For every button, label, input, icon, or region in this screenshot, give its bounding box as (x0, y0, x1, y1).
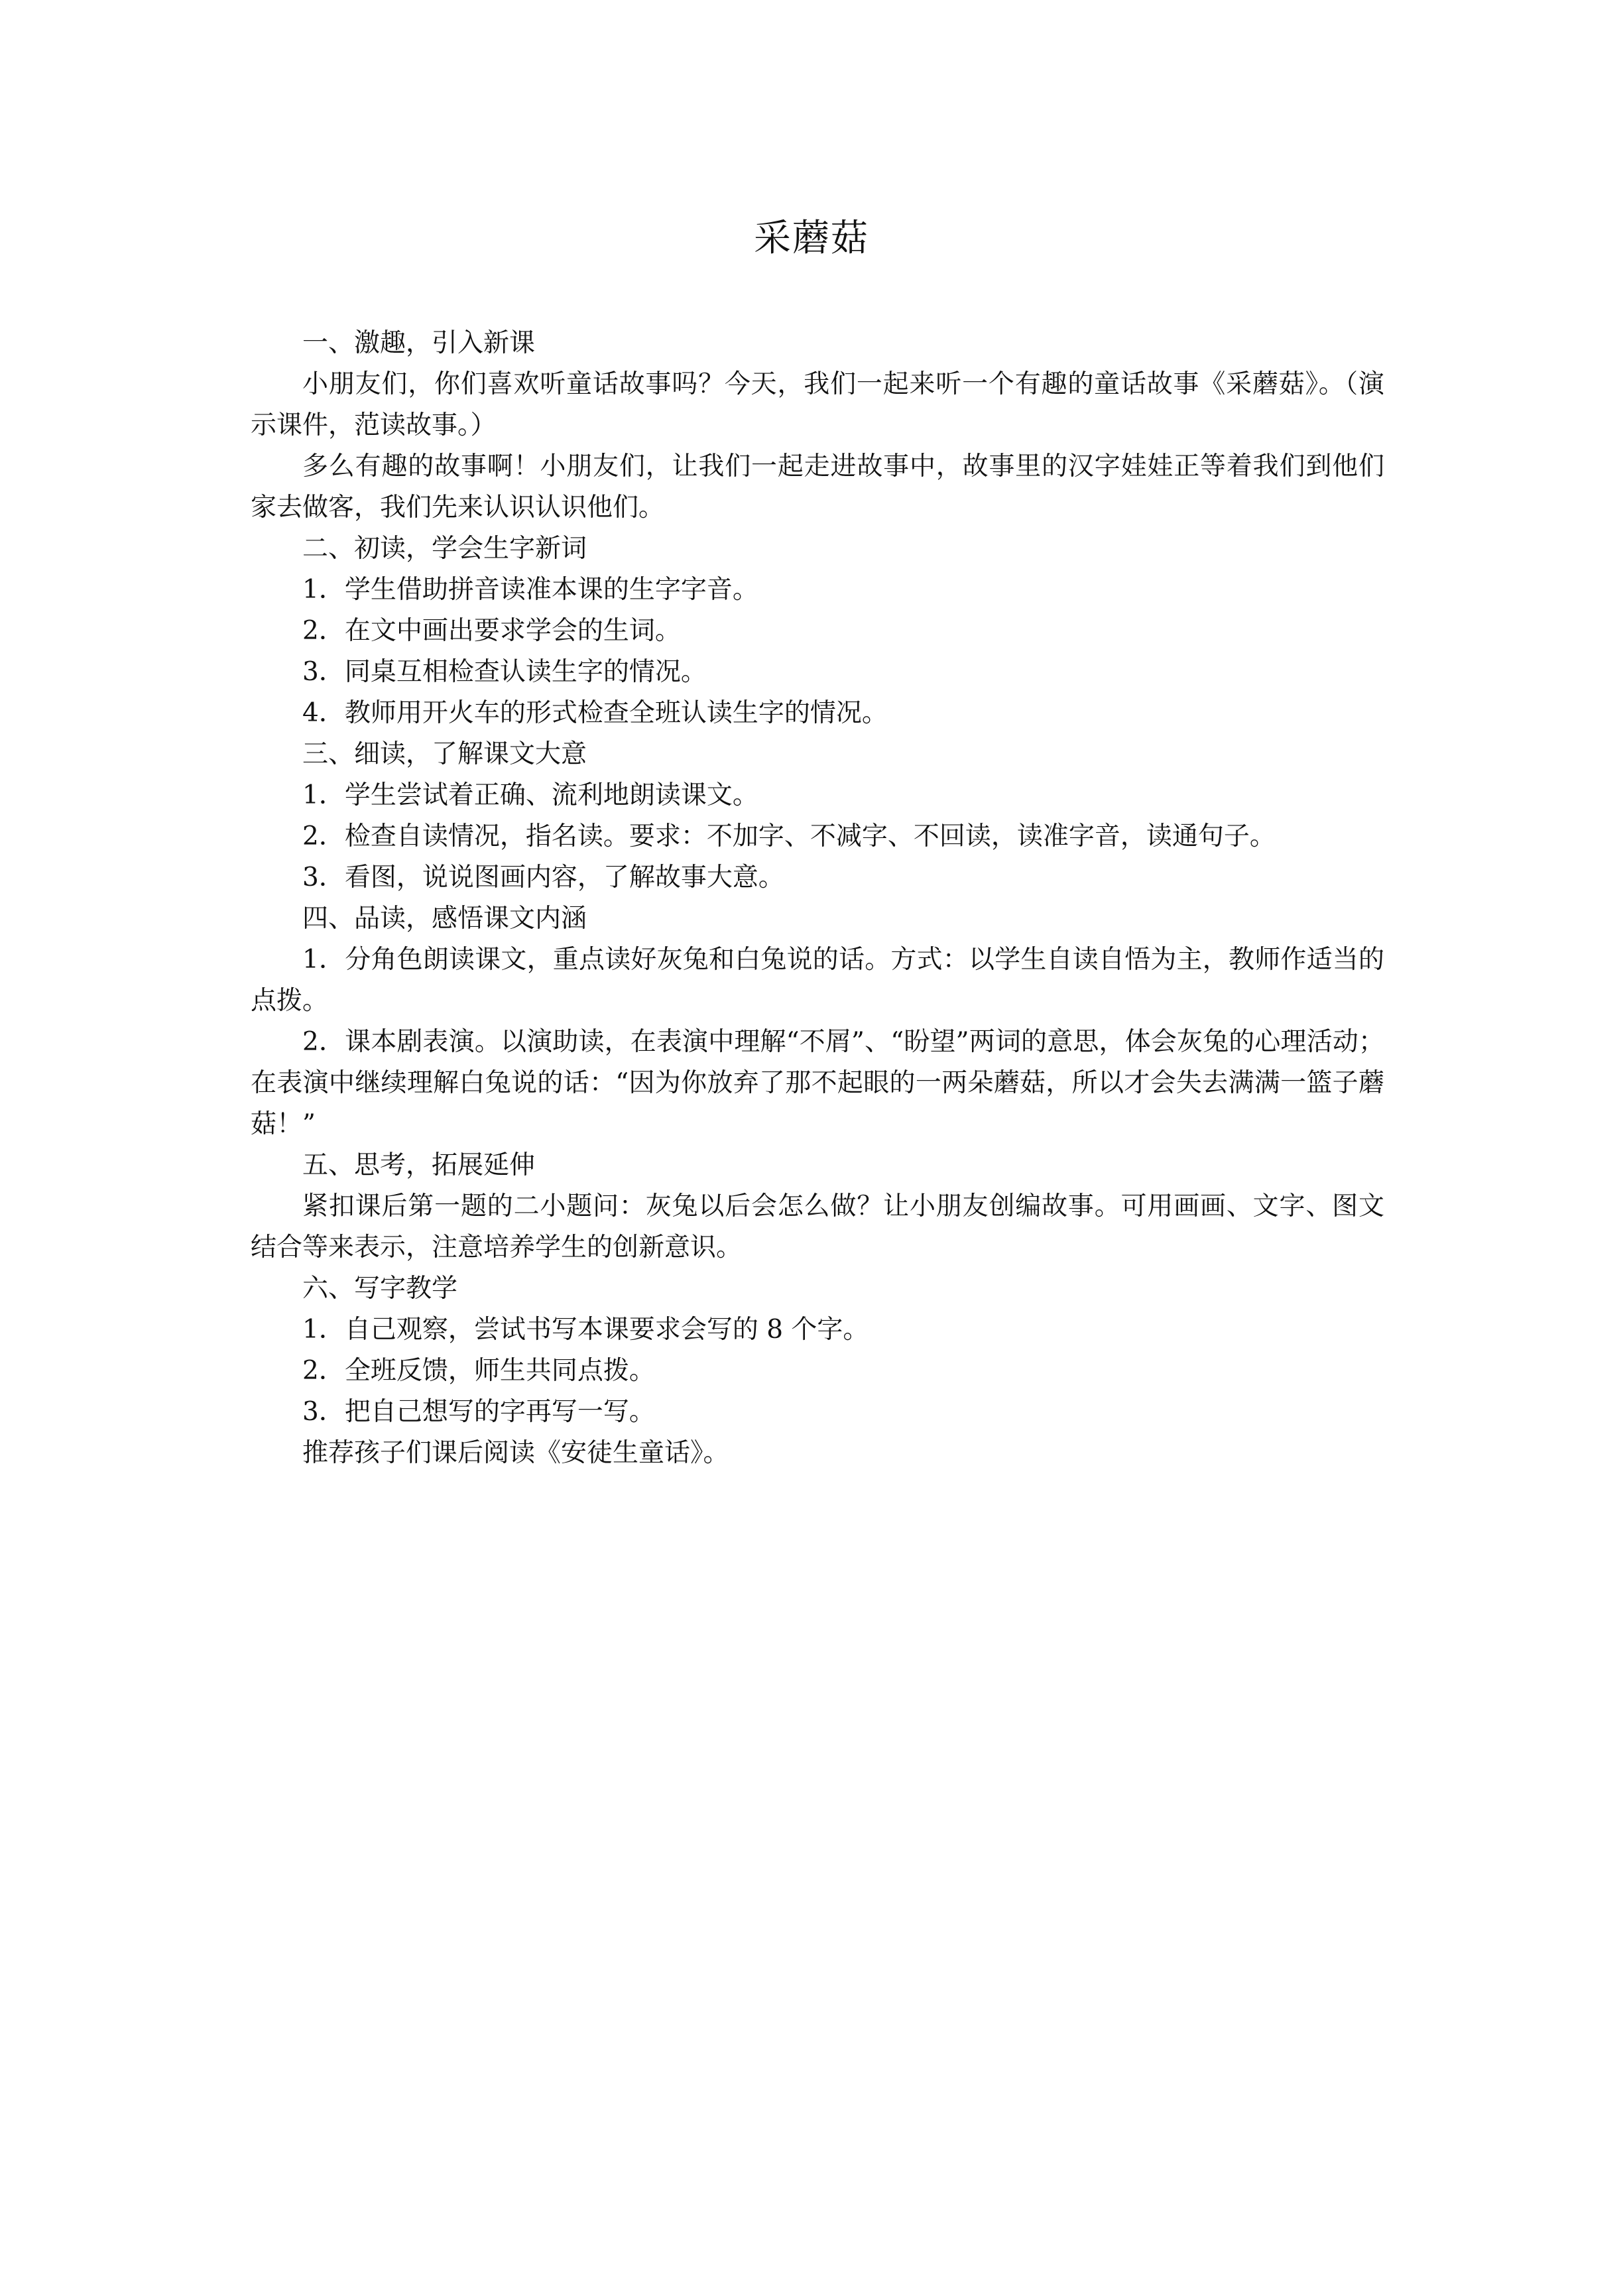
list-item: 2．检查自读情况，指名读。要求：不加字、不减字、不回读，读准字音，读通句子。 (302, 821, 1276, 851)
document-body (251, 323, 1384, 1474)
list-item: 1．分角色朗读课文，重点读好灰兔和白兔说的话。方式：以学生自读自悟为主，教师作适当的点拨。 (251, 945, 1384, 1016)
list-item: 1．自己观察，尝试书写本课要求会写的 8 个字。 (302, 1315, 869, 1345)
list-item: 2．全班反馈，师生共同点拨。 (302, 1356, 655, 1386)
paragraph: 紧扣课后第一题的二小题问：灰兔以后会怎么做？让小朋友创编故事。可用画画、文字、图文结合等来表示，注意培养学生的创新意识。 (251, 1191, 1384, 1262)
section-heading-4: 四、品读，感悟课文内涵 (302, 904, 587, 934)
section-heading-1: 一、激趣，引入新课 (302, 328, 536, 358)
list-item: 3．同桌互相检查认读生字的情况。 (302, 657, 707, 687)
section-heading-6: 六、写字教学 (302, 1274, 458, 1303)
list-item: 1．学生尝试着正确、流利地朗读课文。 (302, 780, 758, 810)
section-heading-2: 二、初读，学会生字新词 (302, 534, 587, 564)
list-item: 3．把自己想写的字再写一写。 (302, 1397, 655, 1427)
list-item: 2．在文中画出要求学会的生词。 (302, 616, 681, 646)
section-heading-5: 五、思考，拓展延伸 (302, 1150, 536, 1180)
page-title: 采蘑菇 (754, 217, 869, 260)
paragraph: 小朋友们，你们喜欢听童话故事吗？今天，我们一起来听一个有趣的童话故事《采蘑菇》。（演示课件，范读故事。） (251, 369, 1384, 440)
list-item: 3．看图，说说图画内容，了解故事大意。 (302, 863, 784, 892)
list-item: 1．学生借助拼音读准本课的生字字音。 (302, 575, 758, 605)
list-item: 4．教师用开火车的形式检查全班认读生字的情况。 (302, 698, 888, 728)
section-heading-3: 三、细读，了解课文大意 (302, 739, 587, 769)
paragraph: 推荐孩子们课后阅读《安徒生童话》。 (302, 1438, 729, 1468)
paragraph: 多么有趣的故事啊！小朋友们，让我们一起走进故事中，故事里的汉字娃娃正等着我们到他们家去做客，我们先来认识认识他们。 (251, 452, 1384, 522)
list-item: 2．课本剧表演。以演助读，在表演中理解“不屑”、“盼望”两词的意思，体会灰兔的心理活动；在表演中继续理解白兔说的话：“因为你放弃了那不起眼的一两朵蘑菇，所以才会失去满满一篮子蘑菇！” (251, 1027, 1384, 1139)
